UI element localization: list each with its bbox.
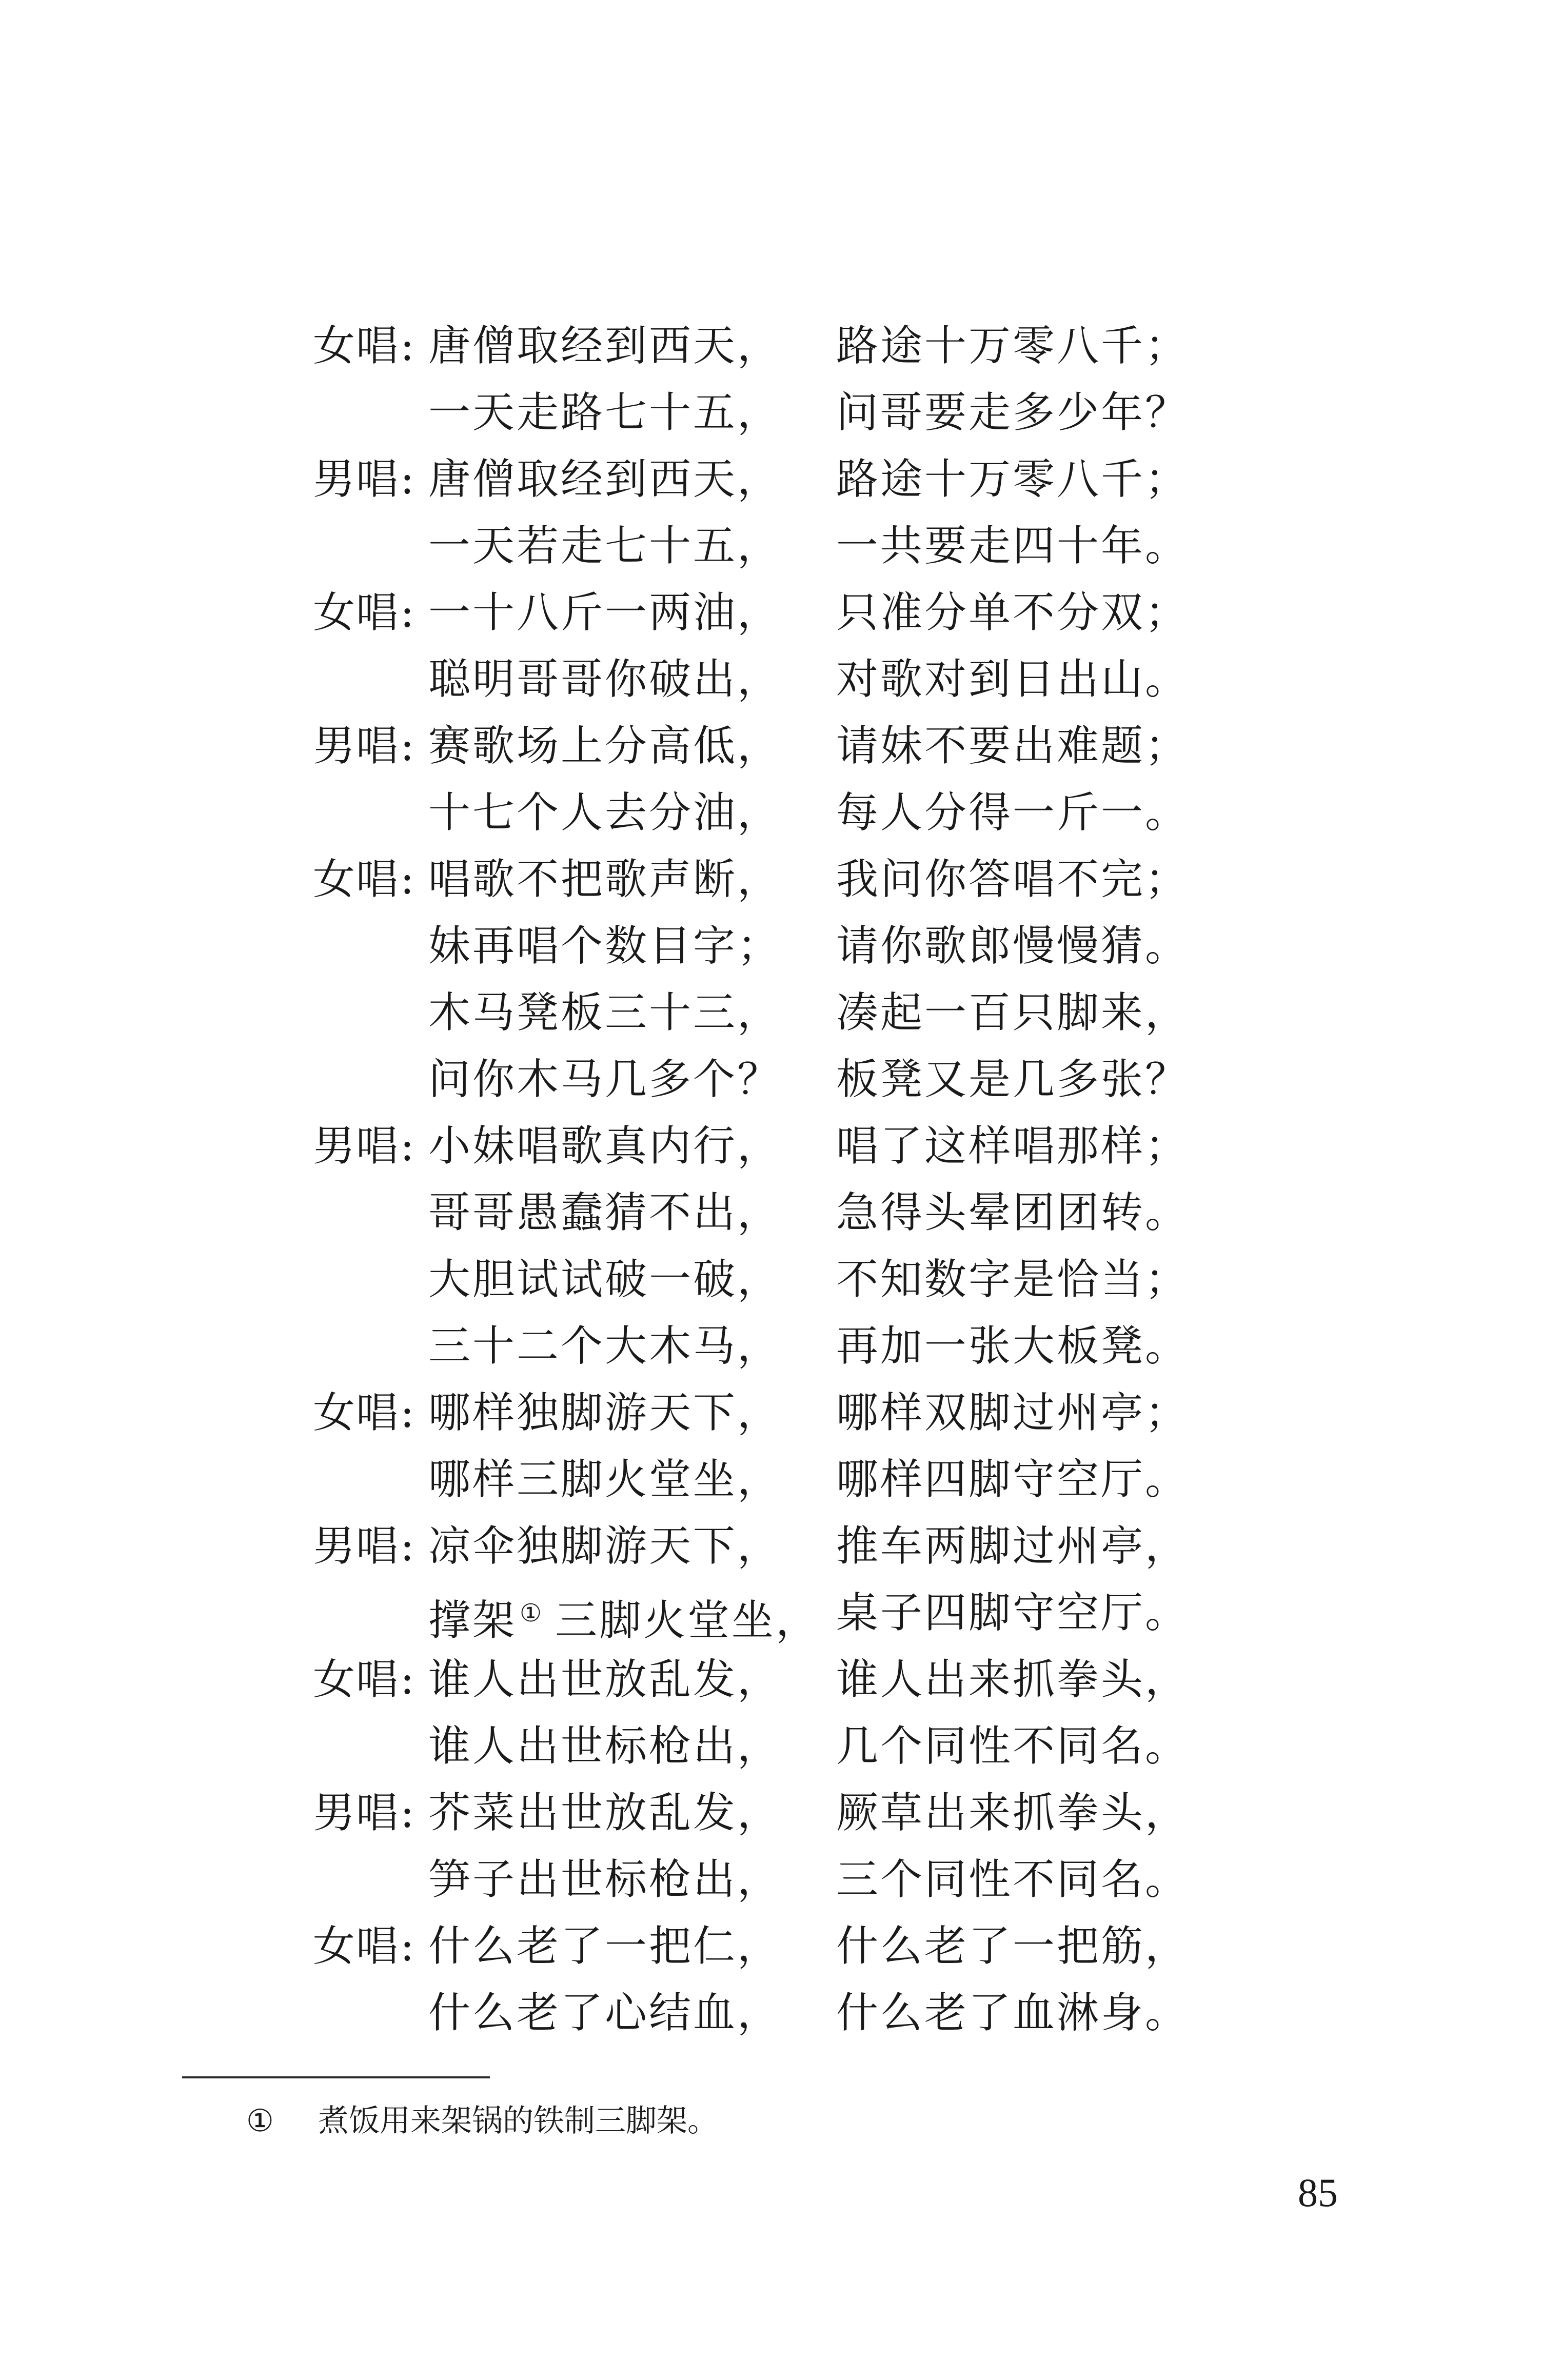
verse-row <box>313 1647 1216 1713</box>
verse-row <box>313 446 1216 513</box>
speaker-label <box>313 1647 436 1713</box>
speaker-colon: : <box>400 588 416 637</box>
verse-row <box>313 1980 1216 2047</box>
verse-row <box>313 1513 1216 1580</box>
speaker-label <box>313 1380 436 1446</box>
verse-line-text: 唱歌不把歌声断， <box>428 855 782 904</box>
verse-line-second-half: 厥草出来抓拳头， <box>836 1789 1190 1837</box>
verse-row <box>313 1446 1216 1513</box>
speaker-name: 女唱 <box>313 1389 400 1437</box>
verse-line-first-half <box>428 513 781 580</box>
verse-row <box>313 580 1216 646</box>
verse-list <box>313 313 1216 2047</box>
verse-line-text: 十七个人去分油， <box>428 788 782 837</box>
speaker-label <box>313 446 436 513</box>
verse-row <box>313 913 1216 980</box>
verse-line-second-half: 不知数字是恰当； <box>836 1255 1190 1304</box>
verse-line-first-half <box>428 1780 781 1847</box>
verse-line-text: 三十二个大木马， <box>428 1322 782 1371</box>
verse-line-first-half <box>428 1913 781 1980</box>
speaker-name: 女唱 <box>313 1655 400 1704</box>
footnote-text: 煮饭用来架锅的铁制三脚架。 <box>318 2103 718 2139</box>
speaker-name: 男唱 <box>313 722 400 770</box>
speaker-colon: : <box>400 322 416 370</box>
verse-row <box>313 1380 1216 1446</box>
verse-line-second-half: 每人分得一斤一。 <box>836 788 1190 837</box>
speaker-colon: : <box>400 1922 416 1971</box>
speaker-label <box>313 1113 436 1180</box>
speaker-name: 男唱 <box>313 1122 400 1171</box>
verse-line-second-half: 一共要走四十年。 <box>836 522 1190 570</box>
verse-line-first-half <box>428 780 781 846</box>
verse-line-text: 赛歌场上分高低， <box>428 722 782 770</box>
speaker-colon: : <box>400 455 416 504</box>
speaker-name: 男唱 <box>313 1789 400 1837</box>
verse-line-text: 一天走路七十五， <box>428 388 782 437</box>
verse-line-text: 妹再唱个数目字； <box>428 922 782 970</box>
verse-line-first-half <box>428 1513 781 1580</box>
verse-line-first-half <box>428 380 781 446</box>
verse-line-text: 三脚火堂坐， <box>555 1596 820 1645</box>
verse-line-first-half <box>428 846 781 913</box>
verse-row <box>313 1780 1216 1847</box>
speaker-label <box>313 846 436 913</box>
verse-line-first-half <box>428 646 781 713</box>
speaker-colon: : <box>400 722 416 770</box>
verse-line-second-half: 哪样双脚过州亭； <box>836 1389 1190 1437</box>
verse-line-text: 谁人出世放乱发， <box>428 1655 782 1704</box>
verse-line-prefix: 撑架 <box>428 1596 517 1645</box>
verse-line-first-half <box>428 1580 820 1654</box>
verse-line-second-half: 请妹不要出难题； <box>836 722 1190 770</box>
speaker-colon: : <box>400 1122 416 1171</box>
verse-row <box>313 713 1216 780</box>
verse-line-second-half: 谁人出来抓拳头， <box>836 1655 1190 1704</box>
verse-line-text: 笋子出世标枪出， <box>428 1855 782 1904</box>
verse-line-text: 凉伞独脚游天下， <box>428 1522 782 1571</box>
verse-line-first-half <box>428 1180 781 1246</box>
verse-row <box>313 1246 1216 1313</box>
speaker-label <box>313 1780 436 1847</box>
speaker-label <box>313 313 436 380</box>
verse-line-second-half: 问哥要走多少年？ <box>836 388 1190 437</box>
verse-line-first-half <box>428 1647 781 1713</box>
footnote-reference: ① <box>520 1599 544 1628</box>
verse-line-text: 什么老了一把仁， <box>428 1922 782 1971</box>
verse-line-first-half <box>428 980 781 1046</box>
verse-line-first-half <box>428 1980 781 2047</box>
speaker-label <box>313 1913 436 1980</box>
verse-line-second-half: 再加一张大板凳。 <box>836 1322 1190 1371</box>
verse-row <box>313 1713 1216 1780</box>
verse-line-first-half <box>428 313 781 380</box>
speaker-colon: : <box>400 1389 416 1437</box>
verse-line-second-half: 三个同性不同名。 <box>836 1855 1190 1904</box>
verse-line-text: 唐僧取经到西天， <box>428 455 782 504</box>
speaker-colon: : <box>400 1522 416 1571</box>
verse-line-first-half <box>428 713 781 780</box>
verse-line-text: 哪样独脚游天下， <box>428 1389 782 1437</box>
verse-line-second-half: 几个同性不同名。 <box>836 1722 1190 1771</box>
verse-line-text: 一天若走七十五， <box>428 522 782 570</box>
verse-line-text: 芥菜出世放乱发， <box>428 1789 782 1837</box>
verse-line-second-half: 急得头晕团团转。 <box>836 1188 1190 1237</box>
verse-line-second-half: 只准分单不分双； <box>836 588 1190 637</box>
footnote <box>246 2100 718 2141</box>
verse-line-first-half <box>428 1113 781 1180</box>
verse-line-second-half: 板凳又是几多张？ <box>836 1055 1190 1104</box>
verse-line-second-half: 路途十万零八千； <box>836 322 1190 370</box>
speaker-name: 女唱 <box>313 1922 400 1971</box>
verse-line-text: 谁人出世标枪出， <box>428 1722 782 1771</box>
speaker-name: 女唱 <box>313 588 400 637</box>
verse-row <box>313 1580 1216 1647</box>
page-number: 85 <box>1298 2170 1338 2215</box>
verse-line-text: 聪明哥哥你破出， <box>428 655 782 704</box>
verse-line-text: 一十八斤一两油， <box>428 588 782 637</box>
verse-row <box>313 513 1216 580</box>
verse-line-text: 唐僧取经到西天， <box>428 322 782 370</box>
verse-line-second-half: 我问你答唱不完； <box>836 855 1190 904</box>
verse-line-second-half: 桌子四脚守空厅。 <box>836 1589 1190 1637</box>
speaker-name: 男唱 <box>313 455 400 504</box>
speaker-label <box>313 580 436 646</box>
verse-row <box>313 1913 1216 1980</box>
speaker-colon: : <box>400 1789 416 1837</box>
verse-line-text: 木马凳板三十三， <box>428 988 782 1037</box>
speaker-colon: : <box>400 1655 416 1704</box>
verse-row <box>313 980 1216 1046</box>
verse-line-text: 问你木马几多个？ <box>428 1055 782 1104</box>
footnote-mark: ① <box>246 2103 274 2139</box>
verse-line-first-half <box>428 1713 781 1780</box>
verse-line-first-half <box>428 1046 781 1113</box>
verse-line-first-half <box>428 580 781 646</box>
verse-row <box>313 1180 1216 1246</box>
footnote-rule <box>182 2076 490 2078</box>
verse-line-text: 大胆试试破一破， <box>428 1255 782 1304</box>
verse-line-first-half <box>428 1847 781 1913</box>
verse-line-second-half: 哪样四脚守空厅。 <box>836 1455 1190 1504</box>
verse-line-second-half: 什么老了一把筋， <box>836 1922 1190 1971</box>
verse-line-second-half: 什么老了血淋身。 <box>836 1989 1190 2037</box>
verse-line-second-half: 请你歌郎慢慢猜。 <box>836 922 1190 970</box>
verse-line-first-half <box>428 446 781 513</box>
verse-line-second-half: 对歌对到日出山。 <box>836 655 1190 704</box>
verse-row <box>313 1847 1216 1913</box>
verse-line-first-half <box>428 1446 781 1513</box>
verse-line-first-half <box>428 913 781 980</box>
verse-row <box>313 1113 1216 1180</box>
verse-line-second-half: 唱了这样唱那样； <box>836 1122 1190 1171</box>
verse-line-text: 哪样三脚火堂坐， <box>428 1455 782 1504</box>
verse-row <box>313 1046 1216 1113</box>
speaker-label <box>313 1513 436 1580</box>
speaker-label <box>313 713 436 780</box>
speaker-colon: : <box>400 855 416 904</box>
verse-line-text: 哥哥愚蠢猜不出， <box>428 1188 782 1237</box>
verse-line-first-half <box>428 1313 781 1380</box>
verse-row <box>313 780 1216 846</box>
verse-row <box>313 846 1216 913</box>
verse-row <box>313 313 1216 380</box>
verse-line-second-half: 凑起一百只脚来， <box>836 988 1190 1037</box>
speaker-name: 女唱 <box>313 322 400 370</box>
verse-line-first-half <box>428 1246 781 1313</box>
verse-line-second-half: 路途十万零八千； <box>836 455 1190 504</box>
verse-row <box>313 380 1216 446</box>
verse-row <box>313 1313 1216 1380</box>
verse-row <box>313 646 1216 713</box>
verse-line-text: 小妹唱歌真内行， <box>428 1122 782 1171</box>
speaker-name: 男唱 <box>313 1522 400 1571</box>
verse-line-first-half <box>428 1380 781 1446</box>
verse-line-second-half: 推车两脚过州亭， <box>836 1522 1190 1571</box>
verse-line-text: 什么老了心结血， <box>428 1989 782 2037</box>
speaker-name: 女唱 <box>313 855 400 904</box>
